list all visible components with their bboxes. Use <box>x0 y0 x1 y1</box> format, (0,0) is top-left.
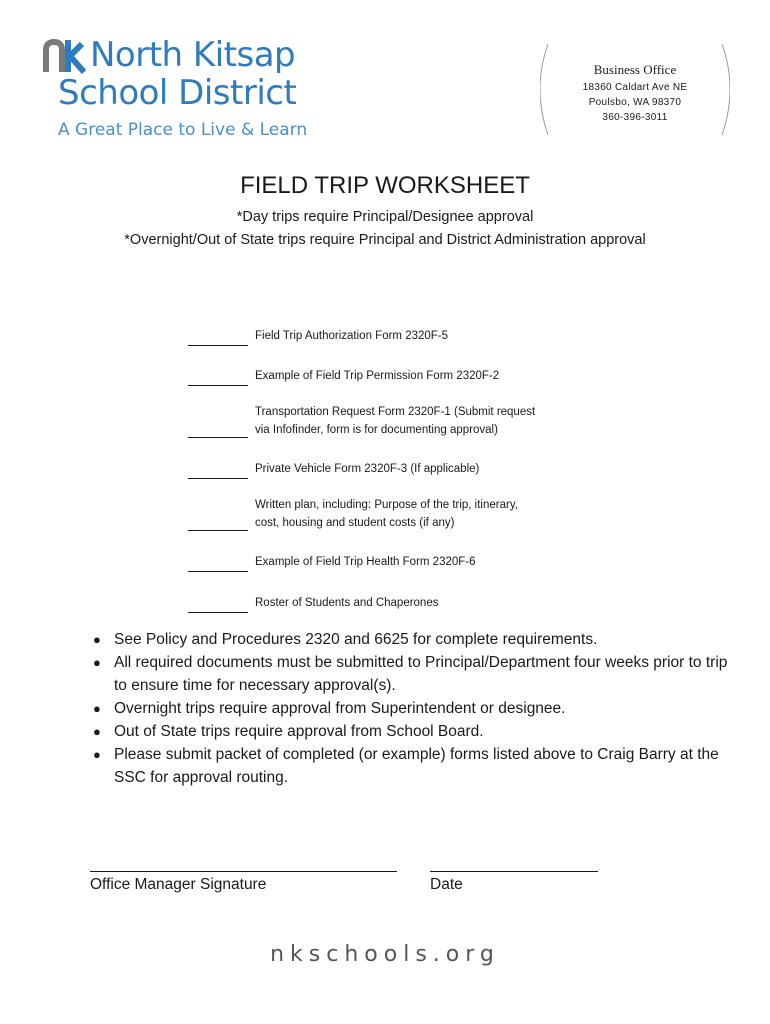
footer-website: nkschools.org <box>270 942 500 967</box>
logo-text-line2: School District <box>58 73 297 113</box>
requirement-text: Out of State trips require approval from School Board. <box>114 723 484 740</box>
checklist-label: Example of Field Trip Permission Form 2320F-2 <box>255 370 500 382</box>
requirement-item <box>90 628 730 651</box>
checklist-label-cont: cost, housing and student costs (if any) <box>255 517 455 529</box>
checklist-blank[interactable] <box>188 530 248 531</box>
bullet-icon: ● <box>93 747 101 762</box>
checklist-blank[interactable] <box>188 385 248 386</box>
nk-monogram-icon <box>42 38 86 74</box>
requirement-text: Overnight trips require approval from Superintendent or designee. <box>114 700 566 717</box>
manager-signature-line[interactable] <box>90 871 397 872</box>
logo-tagline: A Great Place to Live & Learn <box>58 120 308 140</box>
office-address-city: Poulsbo, WA 98370 <box>588 97 682 108</box>
date-label: Date <box>430 876 463 893</box>
checklist-label: Transportation Request Form 2320F-1 (Submit request <box>255 406 536 418</box>
approval-note-overnight: *Overnight/Out of State trips require Principal and District Administration approval <box>124 232 646 248</box>
date-line[interactable] <box>430 871 598 872</box>
document-title: FIELD TRIP WORKSHEET <box>240 172 530 199</box>
bullet-icon: ● <box>93 724 101 739</box>
office-address-street: 18360 Caldart Ave NE <box>582 82 688 93</box>
checklist-label-cont: via Infofinder, form is for documenting approval) <box>255 424 498 436</box>
district-logo <box>40 30 350 145</box>
checklist-blank[interactable] <box>188 571 248 572</box>
checklist-label: Field Trip Authorization Form 2320F-5 <box>255 330 449 342</box>
requirement-item <box>90 743 730 789</box>
requirement-item <box>90 651 730 697</box>
logo-text-line1: North Kitsap <box>90 35 296 75</box>
requirements-list <box>90 628 730 789</box>
bullet-icon: ● <box>93 701 101 716</box>
requirement-item <box>90 697 730 720</box>
bullet-icon: ● <box>93 632 101 647</box>
checklist-label: Roster of Students and Chaperones <box>255 597 439 609</box>
checklist-blank[interactable] <box>188 612 248 613</box>
checklist-blank[interactable] <box>188 345 248 346</box>
checklist-blank[interactable] <box>188 437 248 438</box>
office-title: Business Office <box>593 62 677 77</box>
approval-note-day: *Day trips require Principal/Designee approval <box>236 209 534 225</box>
requirement-item <box>90 720 730 743</box>
checklist-label: Private Vehicle Form 2320F-3 (If applicable) <box>255 463 480 475</box>
office-phone: 360-396-3011 <box>602 112 668 123</box>
business-office-block <box>560 42 710 132</box>
checklist-label: Example of Field Trip Health Form 2320F-6 <box>255 556 476 568</box>
requirement-text: All required documents must be submitted to Principal/Department four weeks prior to trip to ensure time for necessary approval(s). <box>114 654 728 694</box>
checklist-blank[interactable] <box>188 478 248 479</box>
manager-signature-label: Office Manager Signature <box>90 876 267 893</box>
checklist-label: Written plan, including: Purpose of the trip, itinerary, <box>255 499 518 511</box>
requirement-text: See Policy and Procedures 2320 and 6625 for complete requirements. <box>114 631 598 648</box>
requirement-text: Please submit packet of completed (or example) forms listed above to Craig Barry at the SSC for approval routing. <box>114 746 719 786</box>
bullet-icon: ● <box>93 655 101 670</box>
